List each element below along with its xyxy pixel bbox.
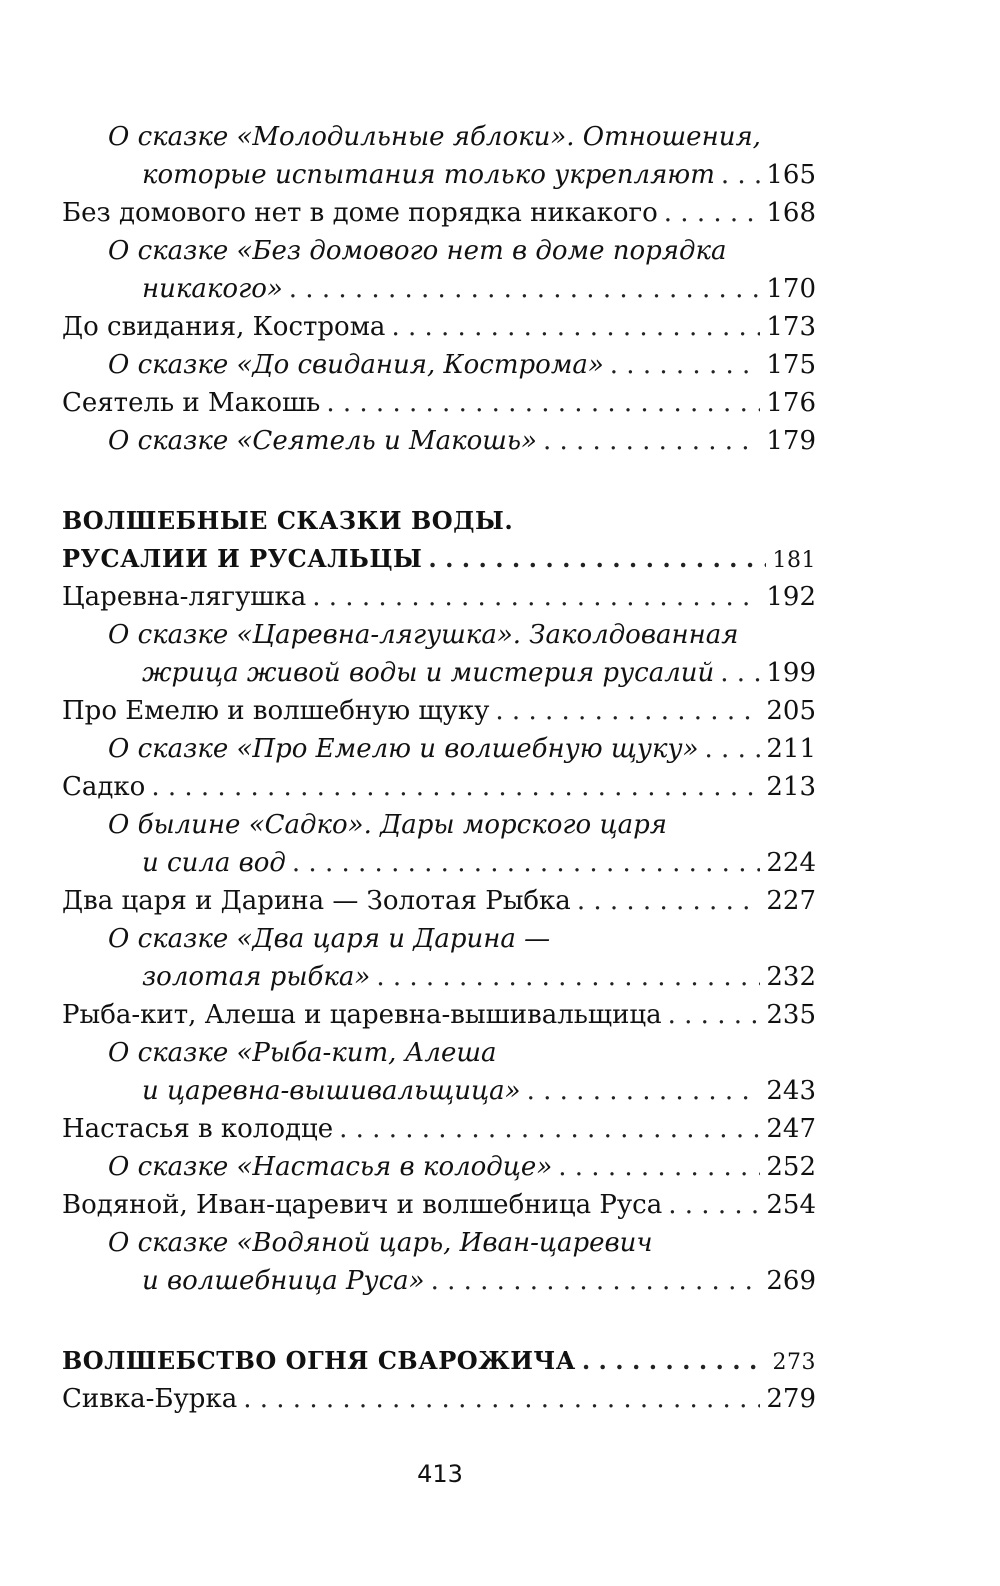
toc-entry-title: и волшебница Руса» bbox=[142, 1266, 425, 1296]
toc-entry-page-number: 192 bbox=[766, 582, 816, 612]
leader-dots bbox=[376, 958, 760, 996]
toc-entry-title: До свидания, Кострома bbox=[62, 312, 386, 342]
toc-entry-page-number: 269 bbox=[766, 1266, 816, 1296]
toc-entry-cont bbox=[62, 1072, 816, 1110]
section-gap bbox=[62, 1300, 816, 1342]
toc-entry-essay bbox=[62, 730, 816, 768]
toc-entry-title: Сивка-Бурка bbox=[62, 1384, 238, 1414]
toc-entry-story bbox=[62, 768, 816, 806]
toc-entry-page-number: 170 bbox=[766, 274, 816, 304]
toc-entry-essay bbox=[62, 422, 816, 460]
leader-dots bbox=[495, 692, 760, 730]
toc-entry-essay-first bbox=[62, 920, 816, 958]
toc-entry-essay-first bbox=[62, 1034, 816, 1072]
toc-entry-page-number: 165 bbox=[766, 160, 816, 190]
toc-entry-title: Водяной, Иван-царевич и волшебница Руса bbox=[62, 1190, 663, 1220]
toc-entry-essay-first bbox=[62, 616, 816, 654]
toc-entry-story bbox=[62, 692, 816, 730]
section-page-number: 181 bbox=[772, 548, 816, 573]
toc-entry-page-number: 205 bbox=[766, 696, 816, 726]
toc-entry-story bbox=[62, 194, 816, 232]
toc-entry-cont bbox=[62, 1262, 816, 1300]
toc-group-2 bbox=[62, 578, 816, 1300]
toc-entry-essay-first bbox=[62, 806, 816, 844]
leader-dots bbox=[558, 1148, 760, 1186]
leader-dots bbox=[339, 1110, 760, 1148]
toc-entry-story bbox=[62, 996, 816, 1034]
toc-entry-title: Садко bbox=[62, 772, 146, 802]
toc-entry-essay-first bbox=[62, 1224, 816, 1262]
toc-entry-page-number: 224 bbox=[766, 848, 816, 878]
toc-entry-story bbox=[62, 384, 816, 422]
leader-dots bbox=[582, 1342, 766, 1380]
toc-entry-page-number: 199 bbox=[766, 658, 816, 688]
toc-entry-title: жрица живой воды и мистерия русалий bbox=[142, 658, 715, 688]
leader-dots bbox=[292, 844, 760, 882]
toc-entry-page-number: 176 bbox=[766, 388, 816, 418]
toc-entry-essay-first bbox=[62, 118, 816, 156]
section-title-line-1: ВОЛШЕБНЫЕ СКАЗКИ ВОДЫ. bbox=[62, 506, 514, 535]
toc-entry-story bbox=[62, 1110, 816, 1148]
toc-entry-title: О сказке «До свидания, Кострома» bbox=[108, 350, 604, 380]
leader-dots bbox=[289, 270, 761, 308]
toc-entry-title: Сеятель и Макошь bbox=[62, 388, 321, 418]
toc-entry-title: никакого» bbox=[142, 274, 283, 304]
toc-entry-essay bbox=[62, 1148, 816, 1186]
toc-entry-title: и царевна-вышивальщица» bbox=[142, 1076, 521, 1106]
leader-dots bbox=[151, 768, 760, 806]
toc-group-3 bbox=[62, 1380, 816, 1418]
leader-dots bbox=[610, 346, 761, 384]
toc-entry-essay-first bbox=[62, 232, 816, 270]
toc-entry-title: Два царя и Дарина — Золотая Рыбка bbox=[62, 886, 571, 916]
toc-entry-title: которые испытания только укрепляют bbox=[142, 160, 715, 190]
toc-entry-page-number: 247 bbox=[766, 1114, 816, 1144]
toc-entry-story bbox=[62, 308, 816, 346]
toc-entry-title: О былине «Садко». Дары морского царя bbox=[108, 810, 667, 840]
toc-entry-page-number: 213 bbox=[766, 772, 816, 802]
leader-dots bbox=[721, 156, 761, 194]
toc-entry-title: Настасья в колодце bbox=[62, 1114, 334, 1144]
table-of-contents bbox=[62, 118, 816, 1418]
leader-dots bbox=[312, 578, 760, 616]
toc-entry-title: О сказке «Сеятель и Макошь» bbox=[108, 426, 537, 456]
toc-entry-page-number: 175 bbox=[766, 350, 816, 380]
toc-entry-cont bbox=[62, 156, 816, 194]
leader-dots bbox=[543, 422, 760, 460]
toc-entry-cont bbox=[62, 270, 816, 308]
toc-entry-title: и сила вод bbox=[142, 848, 286, 878]
toc-entry-story bbox=[62, 1186, 816, 1224]
leader-dots bbox=[431, 1262, 761, 1300]
toc-entry-title: О сказке «Про Емелю и волшебную щуку» bbox=[108, 734, 699, 764]
toc-entry-page-number: 254 bbox=[766, 1190, 816, 1220]
toc-section-heading-end bbox=[62, 540, 816, 578]
toc-entry-title: О сказке «Без домового нет в доме порядка bbox=[108, 236, 727, 266]
toc-entry-title: О сказке «Молодильные яблоки». Отношения, bbox=[108, 122, 761, 152]
toc-entry-cont bbox=[62, 958, 816, 996]
leader-dots bbox=[391, 308, 760, 346]
toc-entry-title: Про Емелю и волшебную щуку bbox=[62, 696, 490, 726]
toc-entry-cont bbox=[62, 844, 816, 882]
toc-entry-title: Рыба-кит, Алеша и царевна-вышивальщица bbox=[62, 1000, 662, 1030]
toc-entry-title: золотая рыбка» bbox=[142, 962, 371, 992]
leader-dots bbox=[428, 540, 766, 578]
toc-entry-story bbox=[62, 578, 816, 616]
toc-entry-title: О сказке «Рыба-кит, Алеша bbox=[108, 1038, 497, 1068]
leader-dots bbox=[720, 654, 760, 692]
leader-dots bbox=[326, 384, 760, 422]
leader-dots bbox=[705, 730, 761, 768]
toc-entry-page-number: 279 bbox=[766, 1384, 816, 1414]
toc-entry-page-number: 243 bbox=[766, 1076, 816, 1106]
toc-entry-cont bbox=[62, 654, 816, 692]
section-gap bbox=[62, 460, 816, 502]
toc-entry-essay bbox=[62, 346, 816, 384]
toc-group-1 bbox=[62, 118, 816, 460]
toc-entry-title: О сказке «Два царя и Дарина — bbox=[108, 924, 551, 954]
toc-entry-page-number: 173 bbox=[766, 312, 816, 342]
toc-entry-title: О сказке «Водяной царь, Иван-царевич bbox=[108, 1228, 653, 1258]
toc-entry-story bbox=[62, 882, 816, 920]
toc-entry-title: О сказке «Настасья в колодце» bbox=[108, 1152, 553, 1182]
toc-entry-page-number: 235 bbox=[766, 1000, 816, 1030]
section-title: ВОЛШЕБСТВО ОГНЯ СВАРОЖИЧА bbox=[62, 1346, 576, 1375]
leader-dots bbox=[527, 1072, 761, 1110]
leader-dots bbox=[668, 996, 761, 1034]
leader-dots bbox=[668, 1186, 760, 1224]
toc-entry-page-number: 211 bbox=[766, 734, 816, 764]
toc-section-heading bbox=[62, 1342, 816, 1380]
toc-entry-story bbox=[62, 1380, 816, 1418]
page-folio: 413 bbox=[417, 1460, 463, 1488]
toc-entry-page-number: 168 bbox=[766, 198, 816, 228]
section-page-number: 273 bbox=[772, 1350, 816, 1375]
toc-entry-page-number: 252 bbox=[766, 1152, 816, 1182]
toc-entry-page-number: 232 bbox=[766, 962, 816, 992]
toc-entry-title: О сказке «Царевна-лягушка». Заколдованная bbox=[108, 620, 739, 650]
toc-entry-page-number: 227 bbox=[766, 886, 816, 916]
toc-entry-page-number: 179 bbox=[766, 426, 816, 456]
toc-section-heading bbox=[62, 502, 816, 540]
leader-dots bbox=[664, 194, 761, 232]
leader-dots bbox=[243, 1380, 760, 1418]
leader-dots bbox=[577, 882, 761, 920]
toc-entry-title: Царевна-лягушка bbox=[62, 582, 307, 612]
section-title-line-2: РУСАЛИИ И РУСАЛЬЦЫ bbox=[62, 544, 423, 573]
toc-entry-title: Без домового нет в доме порядка никакого bbox=[62, 198, 658, 228]
